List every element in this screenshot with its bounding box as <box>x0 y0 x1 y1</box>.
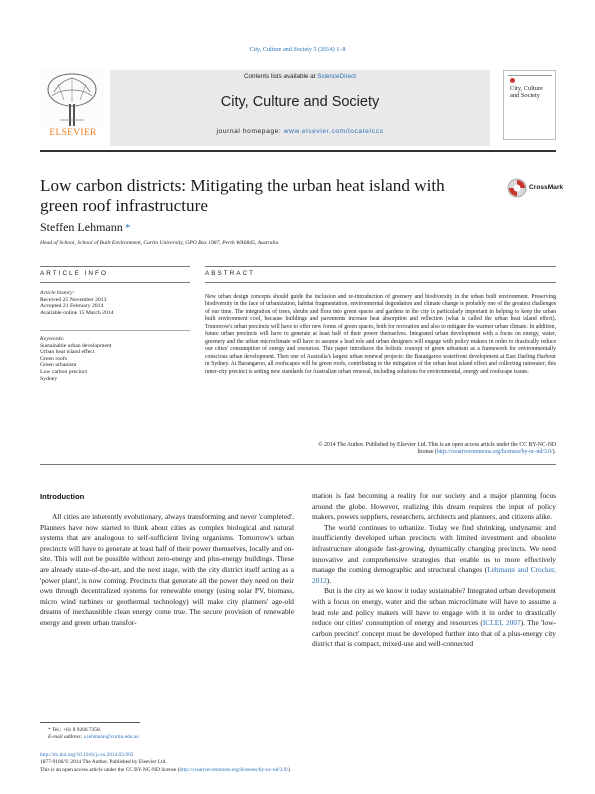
keyword-item: Green roofs <box>40 355 68 362</box>
body-paragraph <box>312 523 556 587</box>
body-right-column <box>312 491 556 650</box>
keywords-block <box>40 336 190 382</box>
footer <box>40 752 556 774</box>
journal-header-box <box>110 70 490 146</box>
doi-link[interactable]: http://dx.doi.org/10.1016/j.ccs.2014.02.002 <box>40 752 134 758</box>
abstract-top-rule <box>205 266 556 267</box>
cover-rule <box>508 75 552 76</box>
section-heading-introduction: Introduction <box>40 492 85 501</box>
history-received: Received 25 November 2013 <box>40 296 107 303</box>
info-top-rule <box>40 266 190 267</box>
open-access-line <box>40 767 556 774</box>
banner-divider <box>40 150 556 152</box>
license-line <box>205 449 556 456</box>
oa-license-link[interactable]: http://creativecommons.org/licenses/by-nc-nd/3.0/ <box>179 766 288 773</box>
email-link[interactable]: s.lehmann@curtin.edu.au <box>83 734 139 740</box>
author-line <box>40 220 130 235</box>
license-link[interactable]: http://creativecommons.org/licenses/by-nc-nd/3.0/ <box>436 449 553 456</box>
elsevier-tree-logo <box>40 70 104 146</box>
publisher-name: ELSEVIER <box>49 128 97 138</box>
info-label-rule <box>40 282 190 283</box>
crossmark-badge[interactable] <box>507 178 567 200</box>
copyright-line: © 2014 The Author. Published by Elsevier Ltd. This is an open access article under the CC BY-NC-ND <box>318 442 556 448</box>
abstract-copyright <box>205 442 556 457</box>
license-suffix: ). <box>552 449 556 456</box>
cover-logo-icon <box>510 78 515 83</box>
keyword-item: Sustainable urban development <box>40 342 112 349</box>
tree-icon <box>40 70 104 128</box>
oa-suffix: ). <box>287 766 292 773</box>
keyword-item: Sydney <box>40 375 58 382</box>
info-mid-rule <box>40 330 190 331</box>
keyword-item: Green urbanism <box>40 362 77 369</box>
issn-line: 1877-9166/© 2014 The Author. Published by Elsevier Ltd. <box>40 759 167 766</box>
history-accepted: Accepted 21 February 2014 <box>40 303 104 310</box>
body-paragraph: All cities are inherently evolutionary, always transforming and never 'completed'. Planners have now started to think about cities as complex biological and natural systems that are analogous to self-sufficient living organisms. Tomorrow's urban precincts will have to generate at least half of their power themselves, locally and on-site. This will not be possible without zero-energy and plus-energy buildings. These are already state-of-the-art, and the next stage, with the city district itself acting as a 'power plant', is now coming. Precincts that generate all the power they need on their own through decentralized systems for renewable energy (using solar PV, biomass, micro wind turbines or geothermal technology) will make city planners' age-old dreams of inexhaustible clean energy come true. The secure provision of renewable energy and green urban transfor- <box>40 512 294 627</box>
homepage-link[interactable]: www.elsevier.com/locate/ccs <box>283 128 384 135</box>
citation-link[interactable]: ICLEI, 2007 <box>482 618 521 628</box>
running-head[interactable]: City, Culture and Society 5 (2014) 1–8 <box>249 46 346 53</box>
paragraph-text: ). The 'low-carbon precinct' concept must be developed further into that of a plus-energy city district that is compact, mixed-use and well-connected <box>312 618 556 649</box>
abstract-text: New urban design concepts should guide the inclusion and re-introduction of greenery and biodiversity in the urban built environment. Preserving biodiversity in the face of urbanization, habitat fragmentation, environmental degradation and climate change is probably one of the greatest challenges of our time. The integration of trees, shrubs and flora into green spaces and gardens in the city is particularly important in helping to keep the urban built environment cool, because buildings and pavements increase heat absorption and reflection (what is called the urban heat island effect). Tomorrow's urban precincts will have to offer new forms of green spaces, both for recreation and also to mitigate the warmer urban climate. In addition, future urban precincts will have to generate at least half of their power themselves. Integrated urban development with a focus on energy, water, greenery and the urban microclimate will have to assume a lead role and urban designers will engage with policy makers in order to drastically reduce our cities' consumption of energy and resources. This paper introduces the holistic concept of green urbanism as a framework for environmentally conscious urban development. Then one of Australia's largest urban renewal projects: the Barangaroo waterfront development at East Darling Harbour in Sydney. At Barangaroo, all roofscapes will be green roofs, contributing to the mitigation of the urban heat island effect and collecting rainwater; this inner-city precinct is setting new standards for Australian urban renewal, including solutions for environmental, energy and roofscape issues. <box>205 294 556 375</box>
crossmark-label: CrossMark <box>529 184 564 191</box>
keywords-heading: Keywords: <box>40 336 65 342</box>
paragraph-text: The world continues to urbanize. Today we find shrinking, undynamic and insufficiently developed urban precincts with limited investment and obsolete infrastructure alongside fast-growing, dynamically changing precincts. We need innovative and comprehensive strategies that enable us to more effectively manage the coming demographic and structural changes ( <box>312 522 556 575</box>
journal-cover-thumbnail <box>503 70 556 140</box>
email-label: E-mail address: <box>48 734 84 740</box>
footnote-rule <box>40 722 140 723</box>
journal-title: City, Culture and Society <box>220 94 380 110</box>
article-title: Low carbon districts: Mitigating the urban heat island with green roof infrastructure <box>40 176 445 215</box>
abstract-label-rule <box>205 282 556 283</box>
abstract-label: ABSTRACT <box>205 270 256 277</box>
body-left-column <box>40 512 294 629</box>
footnote-email <box>48 734 139 741</box>
author-name: Steffen Lehmann <box>40 220 123 234</box>
sciencedirect-link[interactable]: ScienceDirect <box>317 73 356 80</box>
body-paragraph <box>312 586 556 650</box>
journal-homepage <box>110 128 490 135</box>
article-info-label: ARTICLE INFO <box>40 270 108 277</box>
footnote-tel: * Tel.: +61 8 9266 7258. <box>48 727 102 733</box>
keyword-item: Urban heat island effect <box>40 349 95 356</box>
journal-banner <box>40 70 556 146</box>
article-history <box>40 290 190 316</box>
contents-line <box>110 73 490 80</box>
citation-link[interactable]: Lehmann and Crocker, 2012 <box>312 565 556 585</box>
oa-prefix: This is an open access article under the CC BY-NC-ND license ( <box>40 766 180 773</box>
history-heading: Article history: <box>40 290 75 296</box>
body-paragraph: mation is fast becoming a reality for our society and a major planning focus around the globe. However, realizing this dream requires the input of policy makers, powers suppliers, researchers, architects and planners, and citizens alike. <box>312 491 556 522</box>
keyword-item: Low carbon precinct <box>40 368 88 375</box>
license-prefix: license ( <box>417 449 437 456</box>
author-affiliation: Head of School, School of Built Environment, Curtin University, GPO Box 1987, Perth WA6845, Australia <box>40 240 279 246</box>
cover-title: City, Culture and Society <box>510 85 543 100</box>
crossmark-icon <box>507 178 527 200</box>
homepage-prefix: journal homepage: <box>216 128 284 135</box>
history-online: Available online 15 March 2014 <box>40 309 114 316</box>
paragraph-text: But is the city as we know it today sustainable? Integrated urban development with a focus on energy, water and the urban microclimate will have to assume a lead role and policy makers will have to engage with it in order to drastically reduce our cities' consumption of energy and resources ( <box>312 586 556 628</box>
paragraph-text: ). <box>326 575 332 585</box>
abstract-bottom-rule <box>40 464 556 465</box>
contents-prefix: Contents lists available at <box>243 73 318 80</box>
author-footnote-mark[interactable]: * <box>122 223 131 234</box>
